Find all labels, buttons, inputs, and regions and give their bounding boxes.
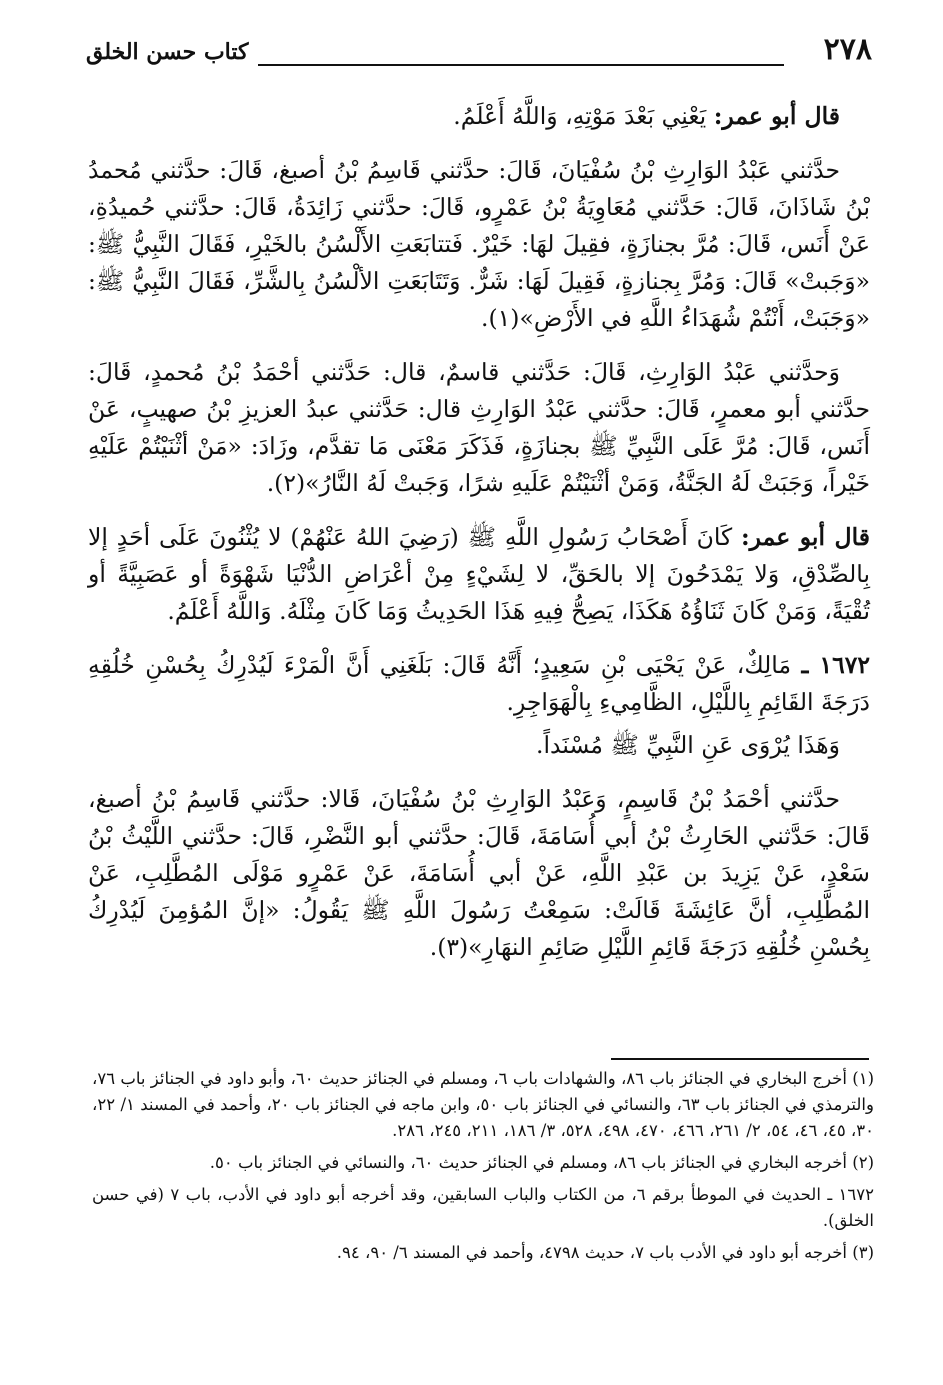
paragraph-text: يَعْنِي بَعْدَ مَوْتِهِ، وَاللَّهُ أَعْلَمُ.: [453, 102, 714, 130]
footnote-rule: [611, 1058, 869, 1060]
footnote-1672: ١٦٧٢ ـ الحديث في الموطأ برقم ٦، من الكتاب والباب السابقين، وقد أخرجه أبو داود في الأدب، باب ٧ (في حسن الخلق).: [92, 1185, 874, 1230]
page-header: [86, 30, 872, 74]
header-rule: [258, 64, 784, 66]
page-number: ٢٧٨: [823, 32, 872, 67]
main-text: [88, 98, 870, 983]
footnote-3: (٣) أخرجه أبو داود في الأدب باب ٧، حديث ٤٧٩٨، وأحمد في المسند ٦/ ٩٠، ٩٤.: [336, 1243, 874, 1262]
paragraph-text: كَانَ أَصْحَابُ رَسُولِ اللَّهِ ﷺ (رَضِيَ اللهُ عَنْهُمْ) لا يُثْنُونَ عَلَى أحَدٍ إلا بِالصِّدْقِ، وَلا يَمْدَحُونَ إلا بالحَقِّ، لا لِشَيْءٍ مِنْ أعْرَاضِ الدُّنْيَا شَهْوَةً أو عَصَبِيَّةً أو تُقْيَةً، وَمَنْ كَانَ ثَنَاؤُهُ هَكَذَا، يَصِحُّ فِيهِ هَذَا الحَدِيثُ وَمَا كَانَ مِثْلَهُ. وَاللَّهُ أَعْلَمُ.: [88, 523, 870, 625]
hadith-number: ١٦٧٢ ـ: [801, 651, 870, 679]
speaker-label: قال أبو عمر:: [713, 102, 840, 130]
paragraph-1: [88, 98, 870, 135]
hadith-1672: [88, 647, 870, 721]
paragraph-6: وَهَذَا يُرْوَى عَنِ النَّبِيِّ ﷺ مُسْنَداً.: [536, 731, 840, 759]
paragraph-3: وَحدَّثني عَبْدُ الوَارِثِ، قَالَ: حَدَّثني قاسمٌ، قال: حَدَّثني أحْمَدُ بْنُ مُحمدٍ، قَالَ: حدَّثني أبو معمرٍ، قَالَ: حدَّثني عَبْدُ الوَارِثِ قال: حَدَّثني عبدُ العزيزِ بْنُ صهيبٍ، عَنْ أَنَس، قَالَ: مُرَّ عَلَى النَّبِيِّ ﷺ بجنازَةٍ، فَذَكَرَ مَعْنَى مَا تقدَّم، وزَادَ: «مَنْ أثْنَيْتُمْ عَلَيْهِ خَيْراً، وَجَبَتْ لَهُ الجَنَّةُ، وَمَنْ أثْنَيْتُمْ عَلَيهِ شرًا، وَجَبتْ لَهُ النَّارُ»(٢).: [88, 358, 870, 497]
speaker-label: قال أبو عمر:: [741, 523, 870, 551]
footnote-2: (٢) أخرجه البخاري في الجنائز باب ٨٦، ومسلم في الجنائز حديث ٦٠، والنسائي في الجنائز باب ٥٠.: [209, 1153, 874, 1172]
paragraph-text: مَالِكٌ، عَنْ يَحْيَى بْنِ سَعِيدٍ؛ أَنَّهُ قَالَ: بَلَغَنِي أَنَّ الْمَرْءَ لَيُدْرِكُ بِحُسْنِ خُلُقِهِ دَرَجَةَ القَائِمِ بِاللَّيْلِ، الظَّامِيءِ بِالْهَوَاجِرِ.: [88, 651, 870, 716]
footnotes: [92, 1066, 874, 1272]
footnote-1: (١) أخرج البخاري في الجنائز باب ٨٦، والشهادات باب ٦، ومسلم في الجنائز حديث ٦٠، وأبو داود في الجنائز باب ٧٦، والترمذي في الجنائز باب ٦٣، والنسائي في الجنائز باب ٥٠، وابن ماجه في الجنائز باب ٢٠، وأحمد في المسند ١/ ٢٢، ٣٠، ٤٥، ٤٦، ٥٤، ٢/ ٢٦١، ٤٦٦، ٤٧٠، ٤٩٨، ٥٢٨، ٣/ ١٨٦، ٢١١، ٢٤٥، ٢٨٦.: [92, 1069, 875, 1140]
paragraph-4: [88, 519, 870, 630]
paragraph-2: حدَّثني عَبْدُ الوَارِثِ بْنُ سُفْيَانَ، قَالَ: حدَّثني قَاسِمُ بْنُ أصبغ، قَالَ: حدَّثني مُحمدُ بْنُ شَاذَانَ، قَالَ: حَدَّثني مُعَاوِيَةُ بْنُ عَمْرٍو، قَالَ: حدَّثني زَائِدَةُ، قَالَ: حدَّثني حُميدُةِ، عَنْ أَنَس، قَالَ: مُرَّ بجنازَةٍ، فقِيلَ لهَا: خَيْرٌ. فَتتابَعَتِ الأَلْسُنُ بالخَيْرِ، فَقَالَ النَّبِيُّ ﷺ: «وَجَبتْ» قَالَ: وَمُرَّ بِجنازةٍ، فَقِيلَ لَهَا: شَرٌّ. وَتَتَابَعَتِ الألْسُنُ بِالشَّرِّ، فَقَالَ النَّبِيُّ ﷺ: «وَجَبَتْ، أَنْتُمْ شُهَدَاءُ اللَّهِ في الأَرْضِ»(١).: [88, 156, 870, 332]
book-title: كتاب حسن الخلق: [86, 39, 249, 65]
paragraph-7: حدَّثني أحْمَدُ بْنُ قَاسِمٍ، وَعَبْدُ الوَارِثِ بْنُ سُفْيَانَ، قَالا: حدَّثني قَاسِمُ بْنُ أصبغ، قَالَ: حَدَّثني الحَارِثُ بْنُ أبي أُسَامَةَ، قَالَ: حدَّثني أبو النَّضْرِ، قَالَ: حدَّثني اللَّيْثُ بْنُ سَعْدٍ، عَنْ يَزِيدَ بن عَبْدِ اللَّهِ، عَنْ أبي أُسَامَةَ، عَنْ عَمْرٍو مَوْلَى المُطَّلِبِ، عَنْ المُطَّلِبِ، أنَّ عَائِشَةَ قَالَتْ: سَمِعْتُ رَسُولَ اللَّهِ ﷺ يَقُولُ: «إنَّ المُؤمِنَ لَيُدْرِكُ بِحُسْنِ خُلُقِهِ دَرَجَةَ قَائِمِ اللَّيْلِ صَائِمِ النهَارِ»(٣).: [88, 785, 870, 961]
